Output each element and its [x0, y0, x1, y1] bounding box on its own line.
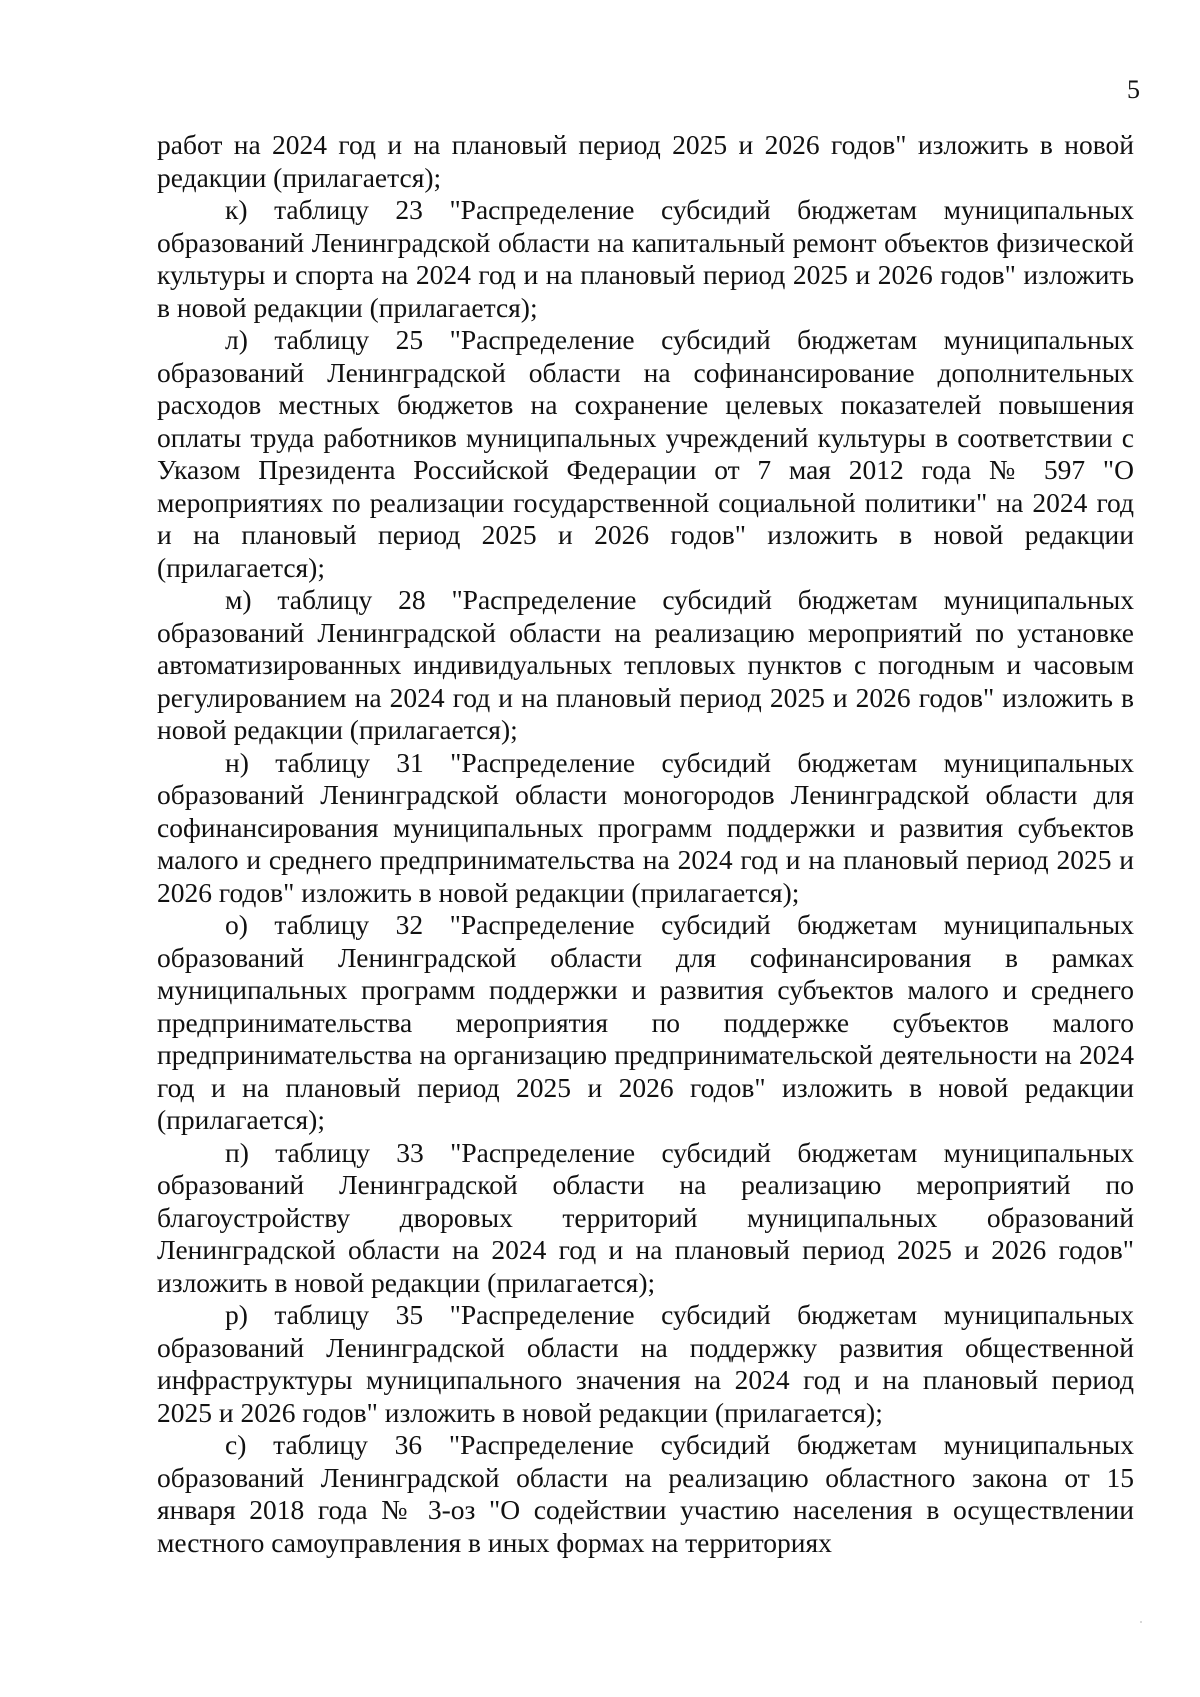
paragraph-item-s: с) таблицу 36 "Распределение субсидий бюджетам муниципальных образований Ленинградской области на реализацию областного закона от 15 января 2018 года № 3-оз "О содействии участию населения в осуществлении местного самоуправления в иных формах на территориях	[157, 1429, 1134, 1558]
page-number: 5	[1127, 75, 1140, 104]
paragraph-item-k: к) таблицу 23 "Распределение субсидий бюджетам муниципальных образований Ленинградской области на капитальный ремонт объектов физической культуры и спорта на 2024 год и на плановый период 2025 и 2026 годов" изложить в новой редакции (прилагается);	[157, 194, 1134, 323]
paragraph-item-o: о) таблицу 32 "Распределение субсидий бюджетам муниципальных образований Ленинградской области для софинансирования в рамках муниципальных программ поддержки и развития субъектов малого и среднего предпринимательства мероприятия по поддержке субъектов малого предпринимательства на организацию предпринимательской деятельности на 2024 год и на плановый период 2025 и 2026 годов" изложить в новой редакции (прилагается);	[157, 909, 1134, 1135]
paragraph-continuation: работ на 2024 год и на плановый период 2025 и 2026 годов" изложить в новой редакции (прилагается);	[157, 129, 1134, 193]
paragraph-item-p: п) таблицу 33 "Распределение субсидий бюджетам муниципальных образований Ленинградской области на реализацию мероприятий по благоустройству дворовых территорий муниципальных образований Ленинградской области на 2024 год и на плановый период 2025 и 2026 годов" изложить в новой редакции (прилагается);	[157, 1136, 1134, 1298]
scan-speck	[1140, 1621, 1142, 1623]
document-body	[157, 129, 1134, 1559]
paragraph-item-r: р) таблицу 35 "Распределение субсидий бюджетам муниципальных образований Ленинградской области на поддержку развития общественной инфраструктуры муниципального значения на 2024 год и на плановый период 2025 и 2026 годов" изложить в новой редакции (прилагается);	[157, 1299, 1134, 1428]
paragraph-item-n: н) таблицу 31 "Распределение субсидий бюджетам муниципальных образований Ленинградской области моногородов Ленинградской области для софинансирования муниципальных программ поддержки и развития субъектов малого и среднего предпринимательства на 2024 год и на плановый период 2025 и 2026 годов" изложить в новой редакции (прилагается);	[157, 746, 1134, 908]
paragraph-item-m: м) таблицу 28 "Распределение субсидий бюджетам муниципальных образований Ленинградской области на реализацию мероприятий по установке автоматизированных индивидуальных тепловых пунктов с погодным и часовым регулированием на 2024 год и на плановый период 2025 и 2026 годов" изложить в новой редакции (прилагается);	[157, 584, 1134, 745]
paragraph-item-l: л) таблицу 25 "Распределение субсидий бюджетам муниципальных образований Ленинградской области на софинансирование дополнительных расходов местных бюджетов на сохранение целевых показателей повышения оплаты труда работников муниципальных учреждений культуры в соответствии с Указом Президента Российской Федерации от 7 мая 2012 года № 597 "О мероприятиях по реализации государственной социальной политики" на 2024 год и на плановый период 2025 и 2026 годов" изложить в новой редакции (прилагается);	[157, 324, 1134, 583]
